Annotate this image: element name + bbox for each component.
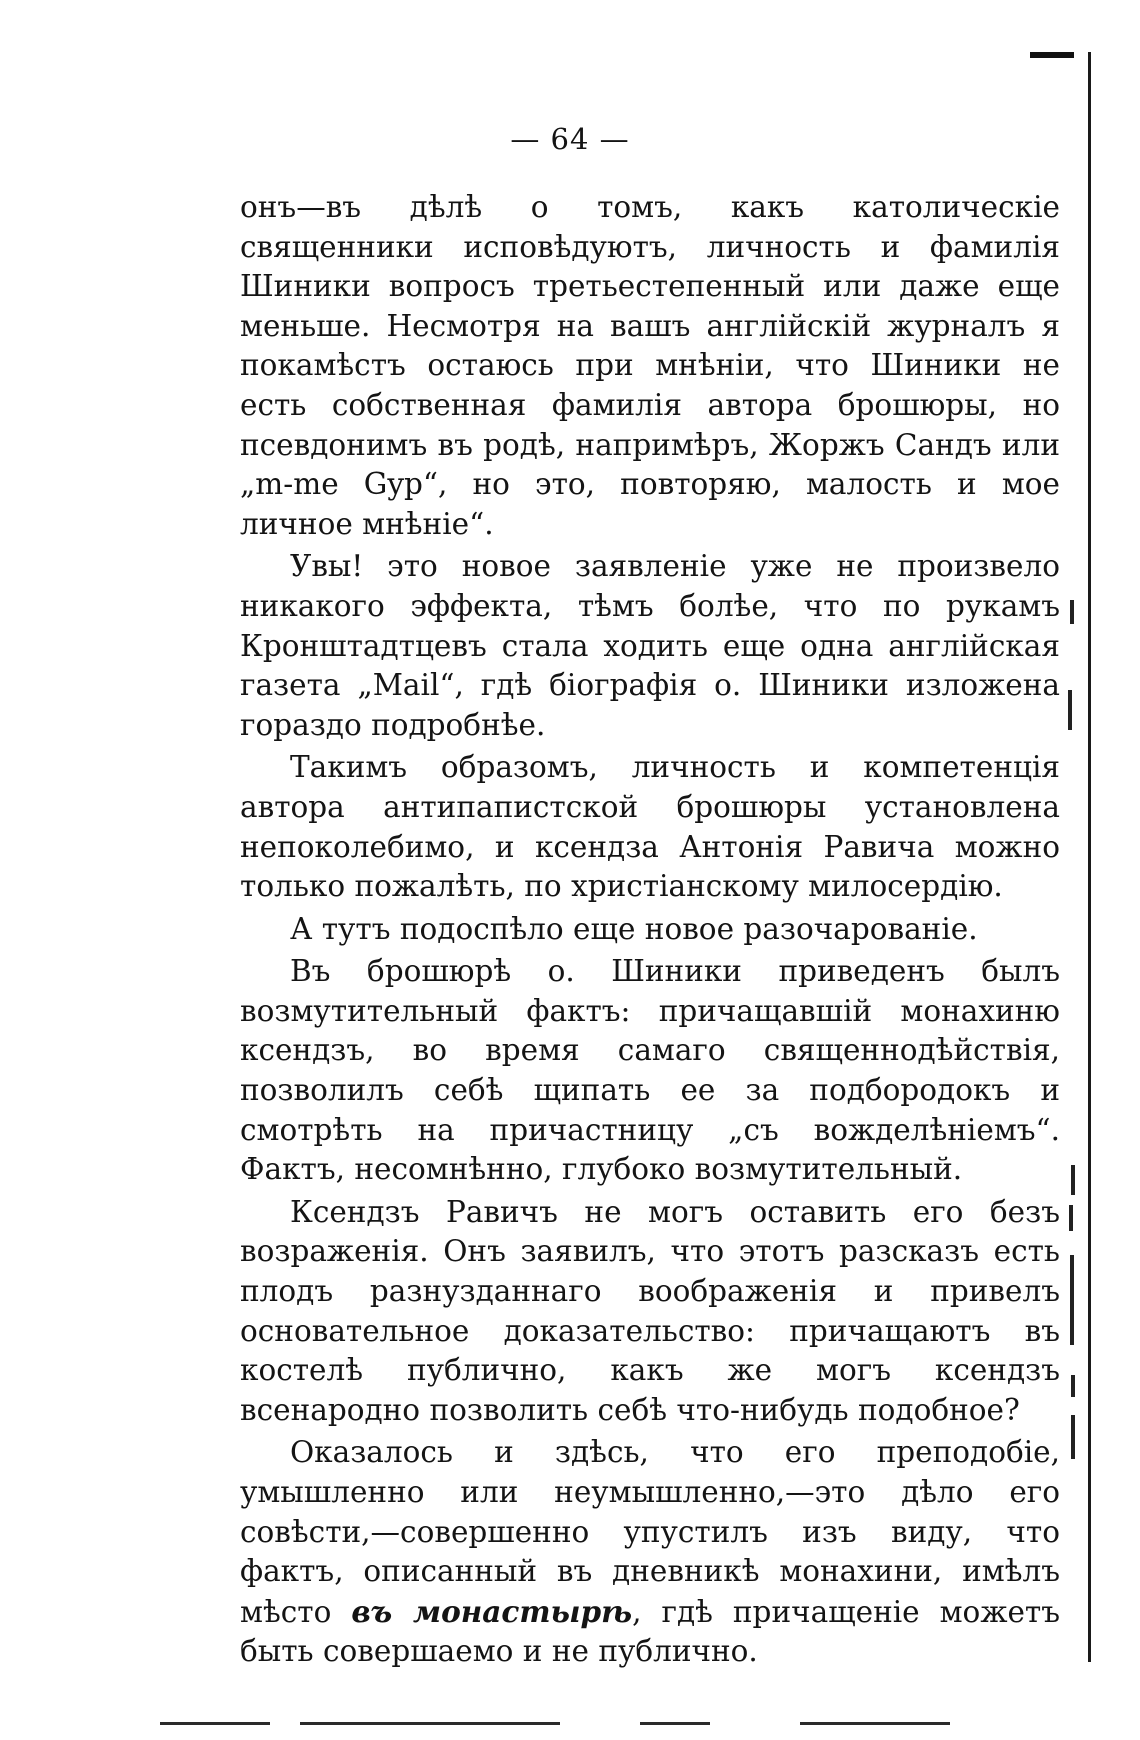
scan-bottom-mark (300, 1722, 560, 1725)
paragraph: Ксендзъ Равичъ не могъ оставить его безъ возраженія. Онъ заявилъ, что этотъ разсказъ есть плодъ разнузданнаго воображенія и привелъ основательное доказательство: причащаютъ въ костелѣ публично, какъ же могъ ксендзъ всенародно позволить себѣ что-нибудь подобное? (240, 1194, 1060, 1427)
scan-edge-mark (1071, 1415, 1075, 1459)
paragraph: Увы! это новое заявленіе уже не произвело никакого эффекта, тѣмъ болѣе, что по рукамъ Кронштадтцевъ стала ходить еще одна англійская газета „Mail“, гдѣ біографія о. Шиники изложена гораздо подробнѣе. (240, 549, 1060, 742)
page-number: — 64 — (510, 122, 630, 156)
scan-edge-mark (1071, 1375, 1075, 1397)
scan-bottom-mark (800, 1722, 950, 1725)
paragraph-text: , гдѣ причащеніе можетъ быть совершаемо и не публично. (240, 1594, 1061, 1669)
paragraph: онъ—въ дѣлѣ о томъ, какъ католическіе священники исповѣдуютъ, личность и фамилія Шиники вопросъ третьестепенный или даже еще меньше. Несмотря на вашъ англійскій журналъ я покамѣстъ остаюсь при мнѣніи, что Шиники не есть собственная фамилія автора брошюры, но псевдонимъ въ родѣ, напримѣръ, Жоржъ Сандъ или „m-me Gyp“, но это, повторяю, малость и мое личное мнѣніе“. (240, 190, 1060, 541)
scan-bottom-mark (160, 1722, 270, 1725)
paragraph: А тутъ подоспѣло еще новое разочарованіе. (290, 911, 978, 946)
body-text (240, 188, 1060, 1675)
scan-bottom-mark (640, 1722, 710, 1725)
paragraph-text: Оказалось и здѣсь, что его преподобіе, умышленно или неумышленно,—это дѣло его совѣсти,—совершенно упустилъ изъ виду, что фактъ, описанный въ дневникѣ монахини, имѣлъ мѣсто (240, 1435, 1060, 1629)
scan-edge-mark (1068, 690, 1072, 730)
paragraph: Такимъ образомъ, личность и компетенція автора антипапистской брошюры установлена непоколебимо, и ксендза Антонія Равича можно только пожалѣть, по христіанскому милосердію. (240, 750, 1060, 904)
scan-edge-mark (1069, 1205, 1073, 1231)
scan-edge-mark (1070, 600, 1074, 624)
scan-top-mark (1030, 52, 1074, 58)
scan-edge-rule (1088, 52, 1091, 1662)
scan-edge-mark (1071, 1165, 1075, 1195)
scan-edge-mark (1070, 1255, 1074, 1345)
paragraph: Въ брошюрѣ о. Шиники приведенъ былъ возмутительный фактъ: причащавшій монахиню ксендзъ, во время самаго священнодѣйствія, позволилъ себѣ щипать ее за подбородокъ и смотрѣть на причастницу „съ вожделѣніемъ“. Фактъ, несомнѣнно, глубоко возмутительный. (240, 954, 1060, 1187)
paragraph (240, 1433, 1060, 1672)
italic-emphasis: въ монастырѣ (351, 1593, 633, 1629)
